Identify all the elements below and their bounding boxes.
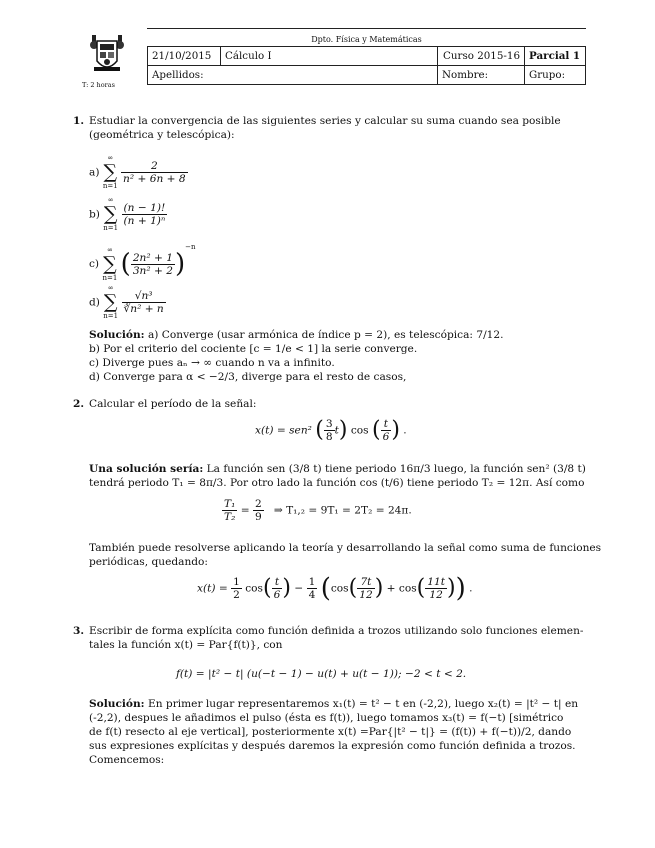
university-crest-icon bbox=[88, 33, 126, 75]
series-d-label: d) bbox=[89, 296, 100, 309]
series-d bbox=[89, 284, 166, 321]
question-3-text: Escribir de forma explícita como función definida a trozos utilizando solo funciones elemen- bbox=[89, 625, 584, 637]
eq1-frac2-num: t bbox=[381, 418, 392, 431]
series-b-numerator: (n − 1)! bbox=[122, 202, 168, 215]
sum-upper: ∞ bbox=[107, 154, 114, 162]
solution-b: b) Por el criterio del cociente [c = 1/e < 1] la serie converge. bbox=[89, 343, 418, 355]
eq2-den: T₂ bbox=[224, 511, 236, 523]
solution-text: La función sen (3/8 t) tiene periodo 16π/3 luego, la función sen² (3/8 t) bbox=[206, 463, 586, 475]
eq2-result: ⇒ T₁,₂ = 9T₁ = 2T₂ = 24π. bbox=[273, 504, 412, 517]
question-3-solution-line-2: (-2,2), despues le añadimos el pulso (ésta es f(t)), luego tomamos x₃(t) = f(−t) [simétrico bbox=[89, 712, 564, 724]
question-3-solution-line-3: de f(t) resecto al eje vertical], posteriormente x(t) =Par{|t² − t|} = (f(t)) + f(−t))/2, dando bbox=[89, 726, 572, 738]
eq3-7t-den: 12 bbox=[359, 589, 373, 601]
question-1-text: Estudiar la convergencia de las siguientes series y calcular su suma cuando sea posible bbox=[89, 115, 561, 127]
solution-label: Una solución sería: bbox=[89, 463, 204, 475]
question-2-alt-line-1: También puede resolverse aplicando la teoría y desarrollando la señal como suma de funciones bbox=[89, 542, 602, 554]
eq3-half-den: 2 bbox=[233, 589, 240, 601]
sum-symbol: ∞ ∑ n=1 bbox=[102, 245, 118, 282]
eq3-quarter-den: 4 bbox=[308, 589, 316, 601]
question-3-solution-line-1 bbox=[89, 697, 578, 711]
question-3-number: 3. bbox=[73, 625, 85, 637]
question-3-solution-line-5: Comencemos: bbox=[89, 754, 165, 766]
sum-lower: n=1 bbox=[103, 224, 119, 232]
solution-d: d) Converge para α < −2/3, diverge para el resto de casos, bbox=[89, 371, 407, 383]
header-rule bbox=[147, 28, 586, 29]
eq1-cos: cos bbox=[350, 424, 369, 437]
series-b-label: b) bbox=[89, 208, 100, 221]
sum-upper: ∞ bbox=[107, 284, 114, 292]
exam-duration: T: 2 horas bbox=[82, 81, 115, 89]
eq1-frac1-den: 8 bbox=[325, 431, 333, 443]
exam-header-table bbox=[147, 46, 586, 85]
exam-date: 21/10/2015 bbox=[148, 47, 221, 66]
series-c-exponent: −n bbox=[185, 243, 196, 251]
series-b-denominator: (n + 1)ⁿ bbox=[123, 215, 166, 227]
sum-lower: n=1 bbox=[103, 312, 119, 320]
question-2-text: Calcular el período de la señal: bbox=[89, 398, 257, 410]
eq3-11t-den: 12 bbox=[429, 589, 443, 601]
series-a-numerator: 2 bbox=[121, 160, 188, 173]
eq3-plus-cos: + cos bbox=[386, 582, 417, 595]
sum-upper: ∞ bbox=[106, 245, 113, 254]
name-field[interactable]: Nombre: bbox=[438, 66, 525, 85]
question-2-number: 2. bbox=[73, 398, 85, 410]
eq3-cos1: cos bbox=[245, 582, 263, 595]
eq2-val-num: 2 bbox=[254, 498, 262, 510]
sum-symbol: ∞ ∑ n=1 bbox=[102, 154, 118, 190]
series-d-numerator: √n³ bbox=[122, 290, 166, 303]
eq3-t6-den: 6 bbox=[273, 589, 281, 601]
sum-upper: ∞ bbox=[107, 196, 114, 204]
series-b bbox=[89, 196, 167, 233]
department-name: Dpto. Física y Matemáticas bbox=[311, 35, 422, 44]
eq3-11t-num: 11t bbox=[427, 576, 445, 588]
eq2-equals: = bbox=[240, 504, 250, 517]
question-1-text-2: (geométrica y telescópica): bbox=[89, 129, 235, 141]
eq3-quarter-num: 1 bbox=[308, 576, 316, 588]
series-a bbox=[89, 154, 188, 191]
period-ratio-equation bbox=[222, 498, 412, 523]
sum-symbol: ∞ ∑ n=1 bbox=[103, 196, 119, 232]
question-3-text-2: tales la función x(t) = Par{f(t)}, con bbox=[89, 639, 283, 651]
eq3-7t-num: 7t bbox=[357, 576, 374, 589]
eq2-num: T₁ bbox=[224, 498, 236, 510]
group-field[interactable]: Grupo: bbox=[525, 66, 586, 85]
solution-a: a) Converge (usar armónica de índice p = 2), es telescópica: 7/12. bbox=[147, 329, 504, 341]
sum-lower: n=1 bbox=[102, 273, 118, 282]
series-c: c) ∞ ∑ n=1 ( $\frac{\text{2n² + 1}}{\text{3n² + 2}}$ )$^{-n}$ bbox=[89, 243, 196, 282]
question-2-solution-line-2: tendrá periodo T₁ = 8π/3. Por otro lado la función cos (t/6) tiene periodo T₂ = 12π. Así como bbox=[89, 477, 585, 489]
sum-symbol: ∞ ∑ n=1 bbox=[103, 284, 119, 320]
series-c-numerator: 2n² + 1 bbox=[132, 251, 173, 264]
solution-label: Solución: bbox=[89, 329, 145, 341]
eq1-frac1-num: 3 bbox=[325, 418, 333, 430]
eq3-cos2: cos bbox=[330, 582, 349, 595]
piecewise-equation: f(t) = |t² − t| (u(−t − 1) − u(t) + u(t − 1)); −2 < t < 2. bbox=[176, 668, 467, 680]
question-1-solution bbox=[89, 328, 504, 342]
question-2-solution-line-1 bbox=[89, 462, 586, 476]
sum-lower: n=1 bbox=[102, 182, 118, 190]
solution-text: En primer lugar representaremos x₁(t) = t² − t en (-2,2), luego x₂(t) = |t² − t| en bbox=[147, 698, 579, 710]
course-name: Cálculo I bbox=[221, 47, 438, 66]
solution-label: Solución: bbox=[89, 698, 145, 710]
eq3-minus: − bbox=[294, 582, 304, 595]
academic-year: Curso 2015-16 bbox=[438, 47, 525, 66]
question-2-alt-line-2: periódicas, quedando: bbox=[89, 556, 208, 568]
surname-field[interactable]: Apellidos: bbox=[148, 66, 438, 85]
question-1-number: 1. bbox=[73, 115, 85, 127]
series-c-denominator: 3n² + 2 bbox=[132, 264, 173, 277]
series-a-denominator: n² + 6n + 8 bbox=[123, 173, 186, 185]
series-c-label: c) bbox=[89, 258, 100, 270]
question-3-solution-line-4: sus expresiones explícitas y después daremos la expresión como función definida a trozos. bbox=[89, 740, 576, 752]
series-d-denominator: ∛n² + n bbox=[123, 303, 164, 315]
solution-c: c) Diverge pues aₙ → ∞ cuando n va a infinito. bbox=[89, 357, 335, 369]
exam-title: Parcial 1 bbox=[525, 47, 586, 66]
eq3-half-num: 1 bbox=[233, 576, 240, 588]
expansion-equation: x(t) = $\frac{1}{2}$ cos( $\frac{t}{6}$ ) − $\frac{1}{4}$ (cos( $\frac{7t}{12}$ ) + cos( $\frac{11t}{12}$ )) . bbox=[197, 573, 473, 604]
eq2-val-den: 9 bbox=[254, 511, 262, 523]
eq3-lhs: x(t) = bbox=[197, 582, 228, 595]
series-a-label: a) bbox=[89, 166, 100, 179]
signal-equation: x(t) = sen² ( $\frac{3}{8}$ t) cos ( $\frac{t}{6}$ ) . bbox=[255, 417, 407, 443]
eq3-t6-num: t bbox=[272, 576, 283, 589]
eq1-lhs: x(t) = sen² bbox=[255, 424, 312, 437]
eq1-frac2-den: 6 bbox=[382, 431, 390, 443]
